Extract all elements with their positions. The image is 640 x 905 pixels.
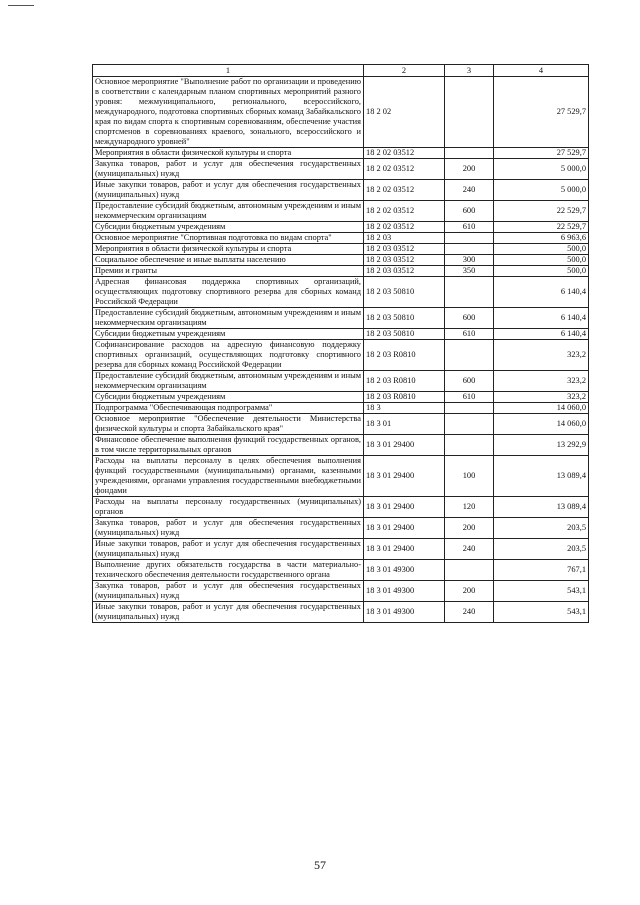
row-sum-cell: 6 140,4 bbox=[494, 308, 589, 329]
row-sum-cell: 500,0 bbox=[494, 244, 589, 255]
table-row bbox=[93, 456, 589, 497]
row-name-cell: Предоставление субсидий бюджетным, автономным учреждениям и иным некоммерческим организациям bbox=[93, 201, 364, 222]
row-sum-cell: 543,1 bbox=[494, 602, 589, 623]
table-row bbox=[93, 435, 589, 456]
budget-table bbox=[92, 64, 589, 623]
row-sum-cell: 323,2 bbox=[494, 392, 589, 403]
table-row bbox=[93, 340, 589, 371]
row-vr-cell: 200 bbox=[445, 518, 494, 539]
row-name-cell: Софинансирование расходов на адресную финансовую поддержку спортивных организаций, осуществляющих подготовку спортивного резерва для сборных команд Российской Федерации bbox=[93, 340, 364, 371]
row-code-cell: 18 3 01 29400 bbox=[364, 497, 445, 518]
row-name-cell: Закупка товаров, работ и услуг для обеспечения государственных (муниципальных) нужд bbox=[93, 581, 364, 602]
row-sum-cell: 27 529,7 bbox=[494, 77, 589, 148]
row-code-cell: 18 2 03 03512 bbox=[364, 244, 445, 255]
row-code-cell: 18 2 02 03512 bbox=[364, 180, 445, 201]
table-row bbox=[93, 233, 589, 244]
row-name-cell: Субсидии бюджетным учреждениям bbox=[93, 222, 364, 233]
table-row bbox=[93, 392, 589, 403]
row-sum-cell: 500,0 bbox=[494, 255, 589, 266]
row-sum-cell: 27 529,7 bbox=[494, 148, 589, 159]
row-name-cell: Иные закупки товаров, работ и услуг для обеспечения государственных (муниципальных) нужд bbox=[93, 539, 364, 560]
table-row bbox=[93, 222, 589, 233]
row-code-cell: 18 3 01 29400 bbox=[364, 518, 445, 539]
table-row bbox=[93, 180, 589, 201]
row-vr-cell: 300 bbox=[445, 255, 494, 266]
row-vr-cell: 350 bbox=[445, 266, 494, 277]
row-sum-cell: 6 140,4 bbox=[494, 329, 589, 340]
row-code-cell: 18 2 03 03512 bbox=[364, 255, 445, 266]
row-code-cell: 18 2 03 R0810 bbox=[364, 340, 445, 371]
row-code-cell: 18 2 03 50810 bbox=[364, 308, 445, 329]
row-vr-cell bbox=[445, 233, 494, 244]
row-code-cell: 18 2 03 R0810 bbox=[364, 371, 445, 392]
header-cell-code: 2 bbox=[364, 65, 445, 77]
row-code-cell: 18 2 03 50810 bbox=[364, 329, 445, 340]
header-cell-vr: 3 bbox=[445, 65, 494, 77]
row-vr-cell bbox=[445, 340, 494, 371]
row-vr-cell: 610 bbox=[445, 392, 494, 403]
row-name-cell: Субсидии бюджетным учреждениям bbox=[93, 392, 364, 403]
row-sum-cell: 14 060,0 bbox=[494, 414, 589, 435]
row-sum-cell: 14 060,0 bbox=[494, 403, 589, 414]
row-vr-cell: 200 bbox=[445, 581, 494, 602]
row-code-cell: 18 2 02 03512 bbox=[364, 148, 445, 159]
row-name-cell: Субсидии бюджетным учреждениям bbox=[93, 329, 364, 340]
table-row bbox=[93, 77, 589, 148]
table-row bbox=[93, 602, 589, 623]
row-sum-cell: 6 963,6 bbox=[494, 233, 589, 244]
table-row bbox=[93, 255, 589, 266]
table-row bbox=[93, 414, 589, 435]
row-code-cell: 18 3 bbox=[364, 403, 445, 414]
row-code-cell: 18 3 01 29400 bbox=[364, 539, 445, 560]
row-code-cell: 18 3 01 49300 bbox=[364, 560, 445, 581]
table-row bbox=[93, 266, 589, 277]
row-name-cell: Закупка товаров, работ и услуг для обеспечения государственных (муниципальных) нужд bbox=[93, 159, 364, 180]
row-name-cell: Подпрограмма "Обеспечивающая подпрограмма" bbox=[93, 403, 364, 414]
row-name-cell: Основное мероприятие "Выполнение работ по организации и проведению в соответствии с календарным планом спортивных мероприятий разного уровня: межмуниципального, регионального, всероссийского, международного, подготовка спортивных сборных команд Забайкальского края по видам спорта к спортивным соревнованиям, обеспечение участия спортсменов в соревнованиях краевого, зонального, всероссийского и международного уровней" bbox=[93, 77, 364, 148]
row-name-cell: Расходы на выплаты персоналу в целях обеспечения выполнения функций государственными (муниципальными) органами, казенными учреждениями, органами управления государственными внебюджетными фондами bbox=[93, 456, 364, 497]
row-code-cell: 18 3 01 bbox=[364, 414, 445, 435]
row-vr-cell bbox=[445, 403, 494, 414]
row-name-cell: Основное мероприятие "Обеспечение деятельности Министерства физической культуры и спорта Забайкальского края" bbox=[93, 414, 364, 435]
row-code-cell: 18 3 01 29400 bbox=[364, 435, 445, 456]
row-name-cell: Адресная финансовая поддержка спортивных организаций, осуществляющих подготовку спортивного резерва для сборных команд Российской Федерации bbox=[93, 277, 364, 308]
row-name-cell: Предоставление субсидий бюджетным, автономным учреждениям и иным некоммерческим организациям bbox=[93, 371, 364, 392]
table-row bbox=[93, 159, 589, 180]
table-row bbox=[93, 308, 589, 329]
row-vr-cell: 200 bbox=[445, 159, 494, 180]
table-row bbox=[93, 329, 589, 340]
row-code-cell: 18 2 03 R0810 bbox=[364, 392, 445, 403]
row-vr-cell: 240 bbox=[445, 602, 494, 623]
row-sum-cell: 203,5 bbox=[494, 518, 589, 539]
row-code-cell: 18 3 01 49300 bbox=[364, 581, 445, 602]
row-vr-cell bbox=[445, 435, 494, 456]
row-vr-cell bbox=[445, 77, 494, 148]
row-sum-cell: 22 529,7 bbox=[494, 201, 589, 222]
row-vr-cell: 600 bbox=[445, 308, 494, 329]
row-name-cell: Мероприятия в области физической культуры и спорта bbox=[93, 244, 364, 255]
row-code-cell: 18 2 03 bbox=[364, 233, 445, 244]
row-vr-cell: 600 bbox=[445, 371, 494, 392]
row-vr-cell: 610 bbox=[445, 329, 494, 340]
row-name-cell: Предоставление субсидий бюджетным, автономным учреждениям и иным некоммерческим организациям bbox=[93, 308, 364, 329]
table-body bbox=[93, 77, 589, 623]
row-code-cell: 18 2 03 03512 bbox=[364, 266, 445, 277]
row-sum-cell: 13 089,4 bbox=[494, 497, 589, 518]
row-name-cell: Мероприятия в области физической культуры и спорта bbox=[93, 148, 364, 159]
row-sum-cell: 543,1 bbox=[494, 581, 589, 602]
row-name-cell: Финансовое обеспечение выполнения функций государственных органов, в том числе территориальных органов bbox=[93, 435, 364, 456]
row-sum-cell: 5 000,0 bbox=[494, 180, 589, 201]
row-vr-cell: 600 bbox=[445, 201, 494, 222]
row-vr-cell: 610 bbox=[445, 222, 494, 233]
row-vr-cell: 120 bbox=[445, 497, 494, 518]
row-code-cell: 18 3 01 49300 bbox=[364, 602, 445, 623]
row-code-cell: 18 2 02 03512 bbox=[364, 201, 445, 222]
row-vr-cell bbox=[445, 244, 494, 255]
header-cell-name: 1 bbox=[93, 65, 364, 77]
table-row bbox=[93, 518, 589, 539]
row-sum-cell: 13 089,4 bbox=[494, 456, 589, 497]
header-row bbox=[93, 65, 589, 77]
table-row bbox=[93, 201, 589, 222]
table-row bbox=[93, 403, 589, 414]
row-vr-cell: 100 bbox=[445, 456, 494, 497]
row-code-cell: 18 2 02 bbox=[364, 77, 445, 148]
row-code-cell: 18 2 03 50810 bbox=[364, 277, 445, 308]
row-vr-cell bbox=[445, 414, 494, 435]
row-name-cell: Иные закупки товаров, работ и услуг для обеспечения государственных (муниципальных) нужд bbox=[93, 602, 364, 623]
row-name-cell: Расходы на выплаты персоналу государственных (муниципальных) органов bbox=[93, 497, 364, 518]
table-row bbox=[93, 497, 589, 518]
row-vr-cell bbox=[445, 277, 494, 308]
row-name-cell: Иные закупки товаров, работ и услуг для обеспечения государственных (муниципальных) нужд bbox=[93, 180, 364, 201]
row-sum-cell: 5 000,0 bbox=[494, 159, 589, 180]
table-row bbox=[93, 371, 589, 392]
row-vr-cell: 240 bbox=[445, 180, 494, 201]
corner-mark bbox=[8, 5, 34, 6]
row-name-cell: Выполнение других обязательств государства в части материально-технического обеспечения деятельности государственного органа bbox=[93, 560, 364, 581]
row-vr-cell bbox=[445, 560, 494, 581]
row-sum-cell: 323,2 bbox=[494, 340, 589, 371]
row-vr-cell bbox=[445, 148, 494, 159]
table-row bbox=[93, 539, 589, 560]
table-row bbox=[93, 244, 589, 255]
row-name-cell: Социальное обеспечение и иные выплаты населению bbox=[93, 255, 364, 266]
row-sum-cell: 767,1 bbox=[494, 560, 589, 581]
row-vr-cell: 240 bbox=[445, 539, 494, 560]
row-code-cell: 18 3 01 29400 bbox=[364, 456, 445, 497]
row-name-cell: Премии и гранты bbox=[93, 266, 364, 277]
header-cell-sum: 4 bbox=[494, 65, 589, 77]
row-code-cell: 18 2 02 03512 bbox=[364, 159, 445, 180]
table-row bbox=[93, 277, 589, 308]
row-sum-cell: 6 140,4 bbox=[494, 277, 589, 308]
row-code-cell: 18 2 02 03512 bbox=[364, 222, 445, 233]
row-name-cell: Закупка товаров, работ и услуг для обеспечения государственных (муниципальных) нужд bbox=[93, 518, 364, 539]
table-row bbox=[93, 148, 589, 159]
row-sum-cell: 22 529,7 bbox=[494, 222, 589, 233]
table-row bbox=[93, 581, 589, 602]
row-sum-cell: 323,2 bbox=[494, 371, 589, 392]
row-sum-cell: 13 292,9 bbox=[494, 435, 589, 456]
page-number: 57 bbox=[314, 858, 326, 872]
table-row bbox=[93, 560, 589, 581]
row-sum-cell: 203,5 bbox=[494, 539, 589, 560]
row-name-cell: Основное мероприятие "Спортивная подготовка по видам спорта" bbox=[93, 233, 364, 244]
row-sum-cell: 500,0 bbox=[494, 266, 589, 277]
